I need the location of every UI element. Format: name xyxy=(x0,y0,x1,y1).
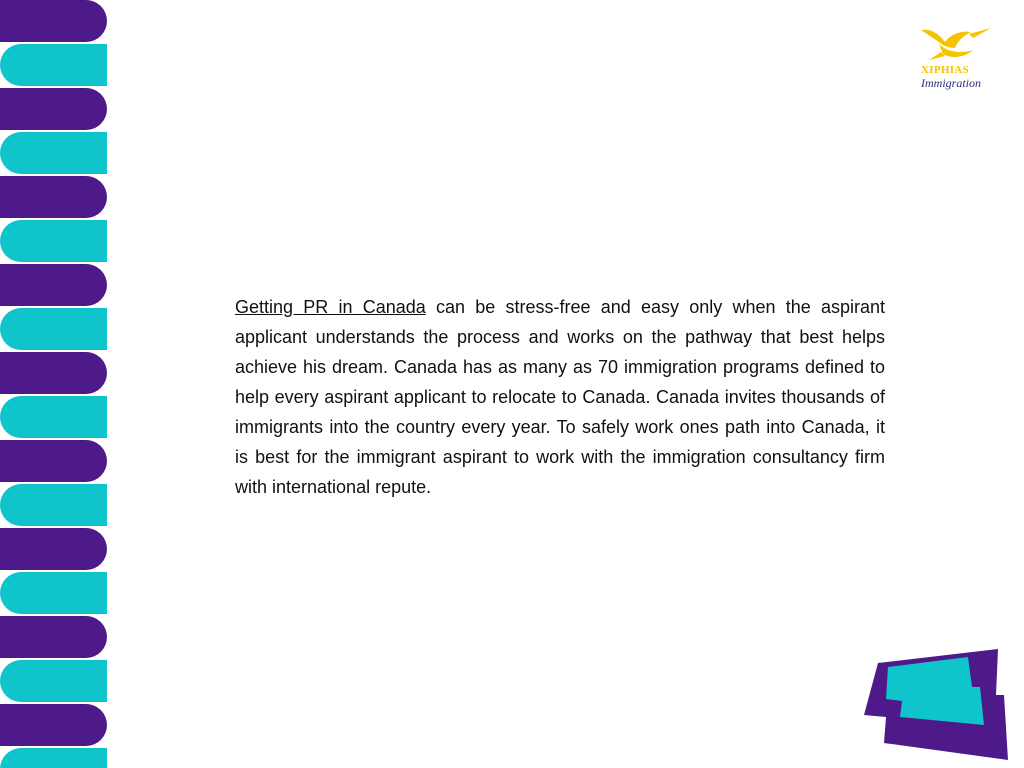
getting-pr-link[interactable]: Getting PR in Canada xyxy=(235,297,426,317)
stripe-teal xyxy=(0,484,107,526)
stripe-teal xyxy=(0,44,107,86)
left-stripe-decoration xyxy=(0,0,108,768)
stripe-teal xyxy=(0,748,107,768)
company-logo[interactable] xyxy=(915,22,997,92)
stripe-purple xyxy=(0,176,107,218)
swordfish-bird-icon xyxy=(919,22,991,62)
stripe-teal xyxy=(0,220,107,262)
stripe-purple xyxy=(0,264,107,306)
stripe-teal xyxy=(0,396,107,438)
main-paragraph xyxy=(235,292,885,502)
logo-brand-text: XIPHIAS xyxy=(921,64,969,76)
stripe-teal xyxy=(0,308,107,350)
stripe-teal xyxy=(0,660,107,702)
stripe-purple xyxy=(0,440,107,482)
stripe-purple xyxy=(0,704,107,746)
paragraph-body: can be stress-free and easy only when the aspirant applicant understands the process and works on the pathway that best helps achieve his dream. Canada has as many as 70 immigration programs defined to help every aspirant applicant to relocate to Canada. Canada invites thousands of immigrants into the country every year. To safely work ones path into Canada, it is best for the immigrant aspirant to work with the immigration consultancy firm with international repute. xyxy=(235,297,886,497)
stripe-purple xyxy=(0,352,107,394)
stripe-purple xyxy=(0,0,107,42)
logo-subtitle: Immigration xyxy=(921,76,981,90)
stripe-teal xyxy=(0,132,107,174)
corner-decoration xyxy=(860,645,1010,760)
stripe-purple xyxy=(0,616,107,658)
stripe-teal xyxy=(0,572,107,614)
stripe-purple xyxy=(0,528,107,570)
stripe-purple xyxy=(0,88,107,130)
